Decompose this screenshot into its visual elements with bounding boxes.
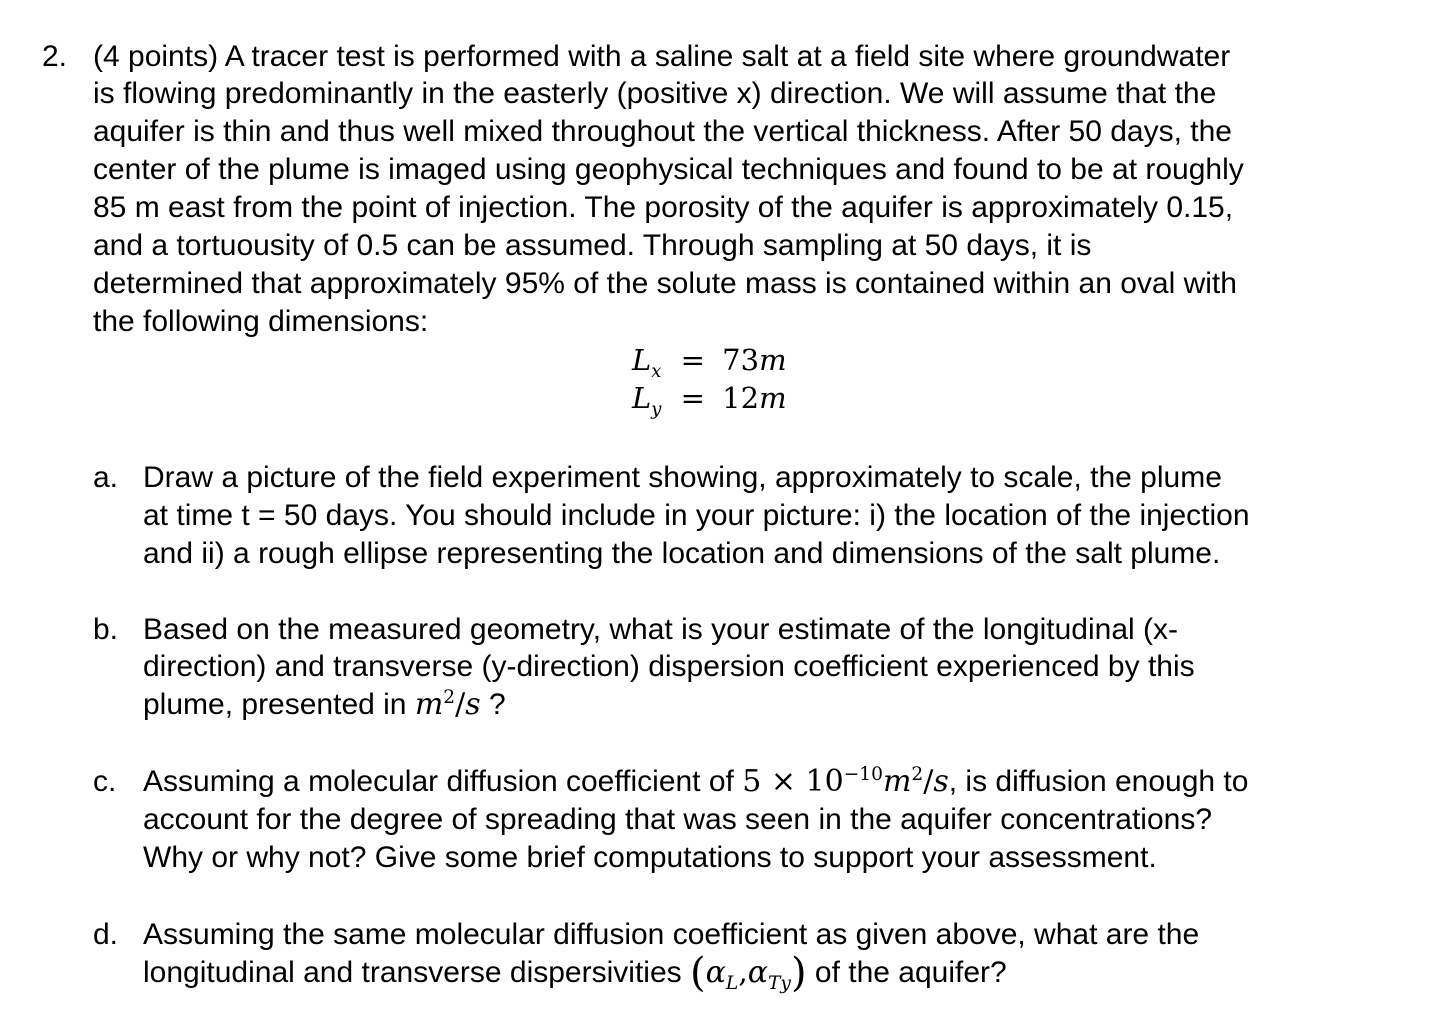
part-b-line-3: plume, presented in $m^2/s$ ? — [143, 687, 506, 722]
problem-line-8: the following dimensions: — [93, 305, 429, 338]
problem-line-2: is flowing predominantly in the easterly (positive x) direction. We will assume that the — [93, 77, 1217, 110]
part-a-label: a. — [93, 461, 119, 494]
part-b-line-1: Based on the measured geometry, what is your estimate of the longitudinal (x- — [143, 613, 1178, 646]
problem-line-5: 85 m east from the point of injection. The porosity of the aquifer is approximately 0.15, — [93, 191, 1234, 224]
part-c-line-2: account for the degree of spreading that was seen in the aquifer concentrations? — [143, 803, 1213, 836]
equation-ly: $L_y = 12m$ — [632, 381, 787, 420]
part-c-line-1: Assuming a molecular diffusion coefficient of $5 \times 10^{-10}m^2/s$, is diffusion enough to — [143, 764, 1249, 799]
part-c-label: c. — [93, 765, 117, 798]
problem-line-1: (4 points) A tracer test is performed with a saline salt at a field site where groundwater — [93, 40, 1231, 73]
problem-line-4: center of the plume is imaged using geophysical techniques and found to be at roughly — [93, 153, 1244, 186]
part-a-line-2: at time t = 50 days. You should include in your picture: i) the location of the injection — [143, 499, 1250, 532]
problem-line-6: and a tortuousity of 0.5 can be assumed. Through sampling at 50 days, it is — [93, 229, 1092, 262]
problem-line-7: determined that approximately 95% of the solute mass is contained within an oval with — [93, 267, 1237, 300]
problem-number: 2. — [42, 40, 68, 73]
part-a-line-3: and ii) a rough ellipse representing the location and dimensions of the salt plume. — [143, 537, 1221, 570]
part-b-line-2: direction) and transverse (y-direction) dispersion coefficient experienced by this — [143, 650, 1195, 683]
part-d-label: d. — [93, 918, 119, 951]
part-c-line-3: Why or why not? Give some brief computations to support your assessment. — [143, 841, 1157, 874]
part-b-label: b. — [93, 613, 119, 646]
equation-lx: $L_x = 73m$ — [632, 343, 787, 382]
part-d-line-2: longitudinal and transverse dispersivities $(\alpha_L,\alpha_{Ty})$ of the aquifer? — [143, 950, 1007, 996]
problem-line-3: aquifer is thin and thus well mixed throughout the vertical thickness. After 50 days, the — [93, 115, 1232, 148]
part-d-line-1: Assuming the same molecular diffusion coefficient as given above, what are the — [143, 918, 1200, 951]
part-a-line-1: Draw a picture of the field experiment showing, approximately to scale, the plume — [143, 461, 1222, 494]
